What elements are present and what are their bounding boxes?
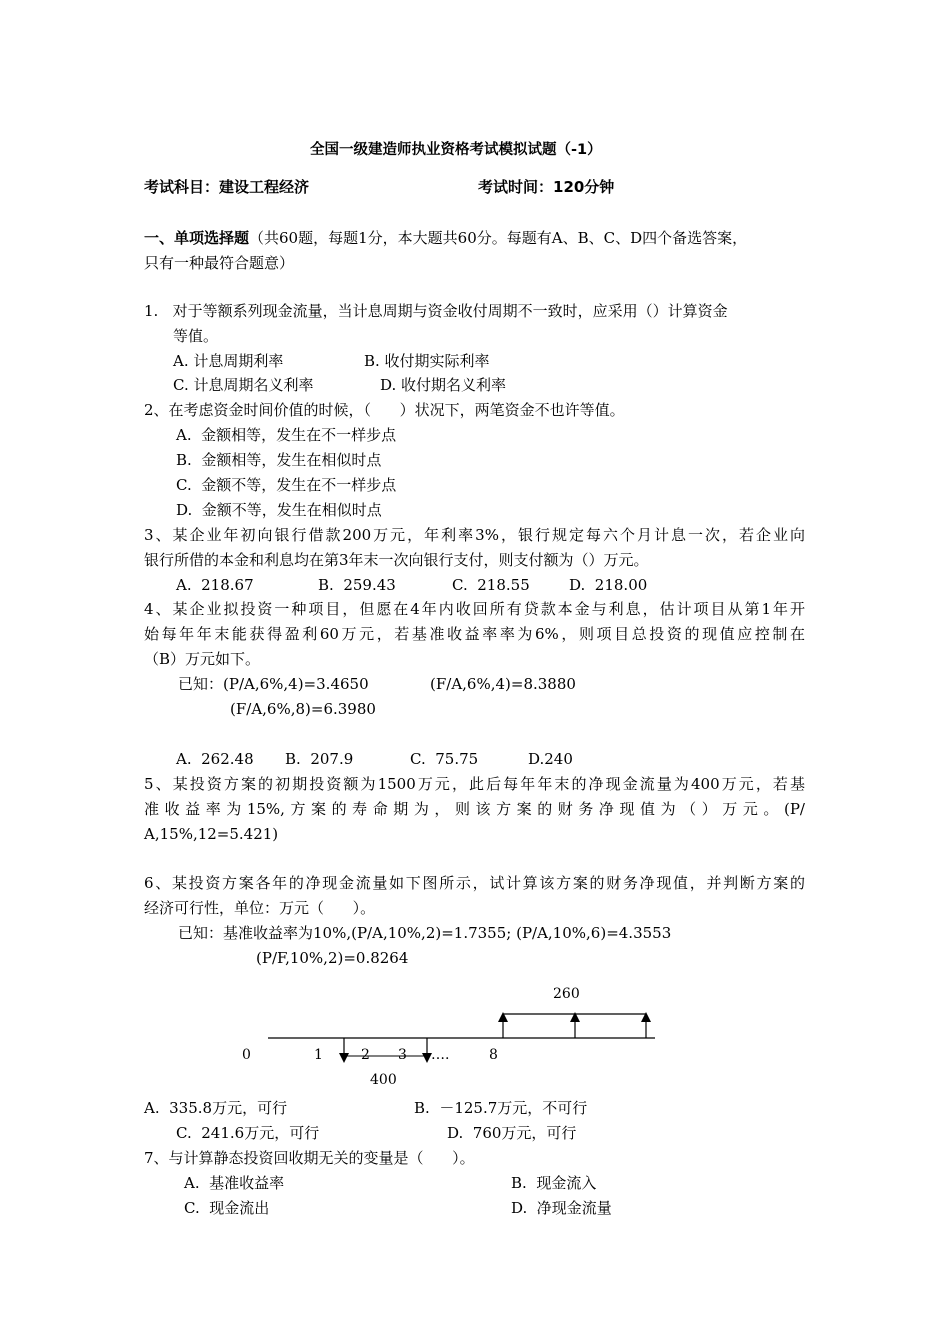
q4-stem-end: （B）万元如下。 xyxy=(144,650,261,668)
q4-known-3: (F/A,6%,8)=6.3980 xyxy=(230,700,376,718)
q3-option-a[interactable]: A. 218.67 xyxy=(176,576,254,594)
inflow-label: 260 xyxy=(553,986,580,1002)
section-description-cont: 只有一种最符合题意） xyxy=(144,254,295,272)
q6-stem: 6、某投资方案各年的净现金流量如下图所示，试计算该方案的财务净现值，并判断方案的 xyxy=(144,874,805,892)
cash-flow-diagram xyxy=(0,980,950,1090)
q1-option-d[interactable]: D. 收付期名义利率 xyxy=(380,376,507,394)
q1-option-b[interactable]: B. 收付期实际利率 xyxy=(364,352,490,370)
period-label-8: 8 xyxy=(489,1047,498,1063)
q4-known-2: (F/A,6%,4)=8.3880 xyxy=(430,675,576,693)
q3-stem-cont: 银行所借的本金和利息均在第3年末一次向银行支付，则支付额为（）万元。 xyxy=(144,551,649,569)
q1-stem: 1. 对于等额系列现金流量，当计息周期与资金收付周期不一致时，应采用（）计算资金 xyxy=(144,302,728,320)
q5-stem: 5、某投资方案的初期投资额为1500万元，此后每年年末的净现金流量为400万元，若基 xyxy=(144,775,805,793)
q7-option-a[interactable]: A. 基准收益率 xyxy=(184,1174,285,1192)
page-title: 全国一级建造师执业资格考试模拟试题（-1） xyxy=(310,142,602,158)
q6-known-1: 已知：基准收益率为10%,(P/A,10%,2)=1.7355; (P/A,10%,6)=4.3553 xyxy=(178,924,672,942)
outflow-label: 400 xyxy=(370,1072,397,1088)
q6-option-c[interactable]: C. 241.6万元，可行 xyxy=(176,1124,320,1142)
q4-option-d[interactable]: D.240 xyxy=(528,750,573,768)
q7-option-d[interactable]: D. 净现金流量 xyxy=(511,1199,612,1217)
q2-option-c[interactable]: C. 金额不等，发生在不一样步点 xyxy=(176,476,397,494)
q6-stem-cont: 经济可行性，单位：万元（ ）。 xyxy=(144,899,376,917)
q2-option-b[interactable]: B. 金额相等，发生在相似时点 xyxy=(176,451,382,469)
q3-stem: 3、某企业年初向银行借款200万元，年利率3%，银行规定每六个月计息一次，若企业向 xyxy=(144,526,805,544)
q3-option-d[interactable]: D. 218.00 xyxy=(569,576,648,594)
period-label-0: 0 xyxy=(242,1047,251,1063)
q6-option-b[interactable]: B. －125.7万元，不可行 xyxy=(414,1099,588,1117)
q4-option-a[interactable]: A. 262.48 xyxy=(176,750,254,768)
q2-option-a[interactable]: A. 金额相等，发生在不一样步点 xyxy=(176,426,397,444)
period-ellipsis: …. xyxy=(431,1047,450,1063)
exam-subject: 考试科目：建设工程经济 xyxy=(144,178,310,196)
q3-option-b[interactable]: B. 259.43 xyxy=(318,576,396,594)
q4-known-1: 已知：(P/A,6%,4)=3.4650 xyxy=(178,675,369,693)
q5-stem-cont: 准收益率为15%,方案的寿命期为，则该方案的财务净现值为（）万元。(P/ xyxy=(144,800,805,818)
q6-option-d[interactable]: D. 760万元，可行 xyxy=(447,1124,577,1142)
period-label-3: 3 xyxy=(398,1047,407,1063)
q4-stem-cont: 始每年年末能获得盈利60万元，若基准收益率率为6%，则项目总投资的现值应控制在 xyxy=(144,625,805,643)
section-heading: 一、单项选择题 xyxy=(144,229,250,247)
q5-stem-end: A,15%,12=5.421) xyxy=(144,825,279,843)
q2-option-d[interactable]: D. 金额不等，发生在相似时点 xyxy=(176,501,382,519)
q7-option-b[interactable]: B. 现金流入 xyxy=(511,1174,597,1192)
q6-option-a[interactable]: A. 335.8万元，可行 xyxy=(144,1099,288,1117)
section-description: （共60题，每题1分，本大题共60分。每题有A、B、C、D四个备选答案， xyxy=(249,229,748,247)
outflow-arrowhead-1 xyxy=(339,1053,349,1063)
q7-option-c[interactable]: C. 现金流出 xyxy=(184,1199,270,1217)
q2-stem: 2、在考虑资金时间价值的时候，（ ）状况下，两笔资金不也许等值。 xyxy=(144,401,625,419)
q3-option-c[interactable]: C. 218.55 xyxy=(452,576,530,594)
q4-stem: 4、某企业拟投资一种项目，但愿在4年内收回所有贷款本金与利息，估计项目从第1年开 xyxy=(144,600,805,618)
q1-option-c[interactable]: C. 计息周期名义利率 xyxy=(173,376,314,394)
section-heading-line xyxy=(144,228,747,248)
period-label-2: 2 xyxy=(361,1047,370,1063)
exam-time: 考试时间：120分钟 xyxy=(478,178,615,196)
q4-option-c[interactable]: C. 75.75 xyxy=(410,750,479,768)
q6-known-2: (P/F,10%,2)=0.8264 xyxy=(256,949,409,967)
q7-stem: 7、与计算静态投资回收期无关的变量是（ ）。 xyxy=(144,1149,475,1167)
q1-option-a[interactable]: A. 计息周期利率 xyxy=(173,352,284,370)
q1-stem-cont: 等值。 xyxy=(173,327,219,345)
period-label-1: 1 xyxy=(314,1047,323,1063)
q4-option-b[interactable]: B. 207.9 xyxy=(285,750,354,768)
